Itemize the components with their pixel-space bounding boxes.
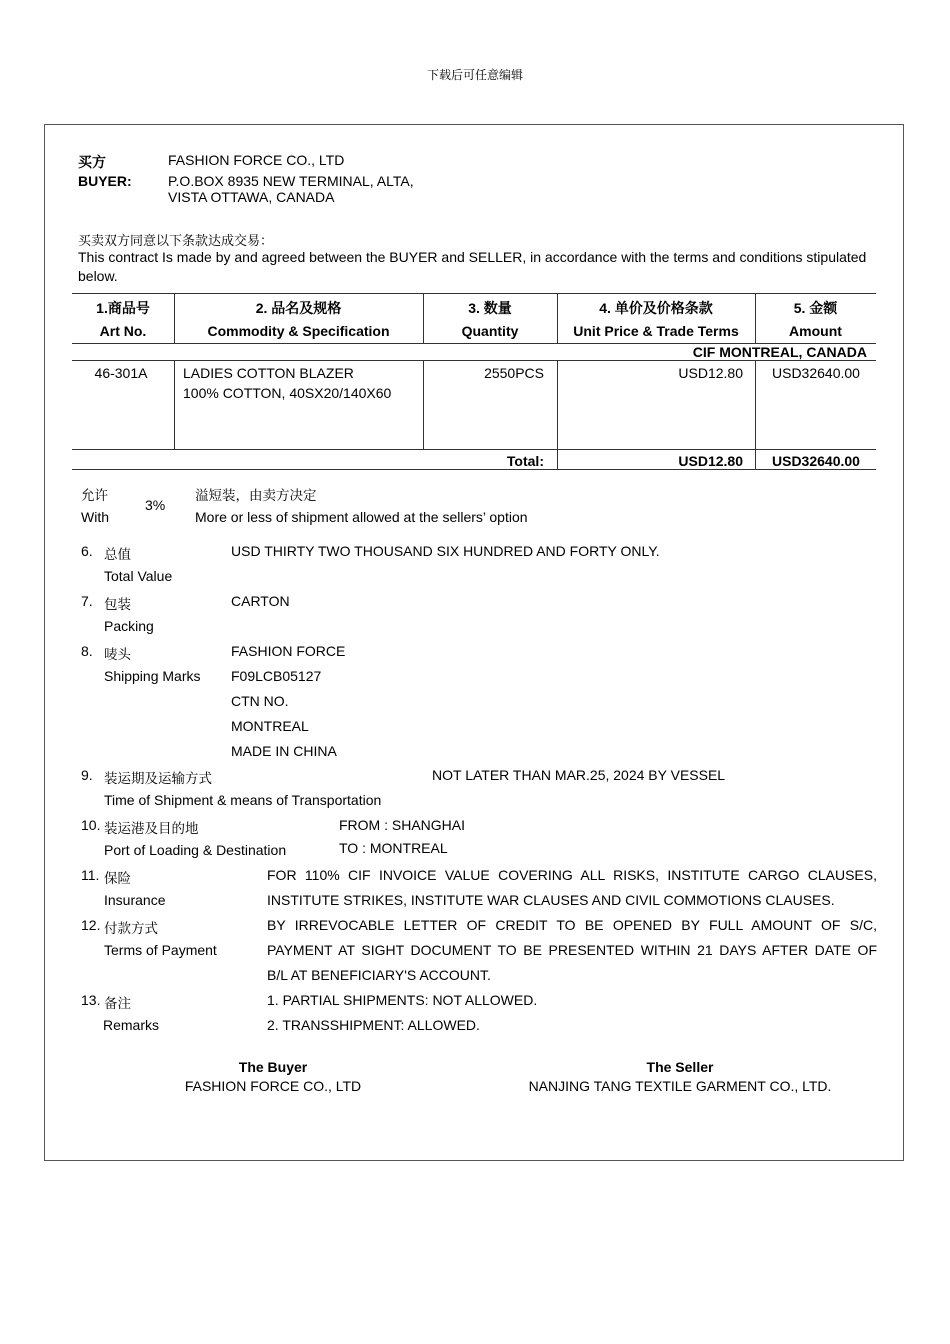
shipping-mark-line: MONTREAL <box>231 718 309 734</box>
shipping-mark-line: CTN NO. <box>231 693 289 709</box>
clause-9-en: Time of Shipment & means of Transportation <box>104 792 382 808</box>
buyer-name: FASHION FORCE CO., LTD <box>168 152 345 168</box>
intro-en-line2: below. <box>78 268 118 284</box>
clause-11-num: 11. <box>81 867 100 883</box>
payment-line1: BY IRREVOCABLE LETTER OF CREDIT TO BE OPENED BY FULL AMOUNT OF S/C, <box>267 917 877 933</box>
payment-line2: PAYMENT AT SIGHT DOCUMENT TO BE PRESENTED WITHIN 21 DAYS AFTER DATE OF <box>267 942 877 958</box>
seller-signature-name: NANJING TANG TEXTILE GARMENT CO., LTD. <box>528 1078 832 1094</box>
tolerance-label-cn: 允许 <box>81 488 108 504</box>
buyer-address-line2: VISTA OTTAWA, CANADA <box>168 189 335 205</box>
clause-6-cn: 总值 <box>104 547 131 563</box>
clause-11-cn: 保险 <box>104 871 131 887</box>
tolerance-desc-en: More or less of shipment allowed at the sellers’ option <box>195 509 528 525</box>
intro-en-line1: This contract Is made by and agreed between the BUYER and SELLER, in accordance with the terms and conditions stipulated <box>78 249 867 265</box>
header-note: 下载后可任意编辑 <box>426 68 523 82</box>
insurance-line2: INSTITUTE STRIKES, INSTITUTE WAR CLAUSES AND CIVIL COMMOTIONS CLAUSES. <box>267 892 835 908</box>
contract-table <box>72 293 876 470</box>
clause-8-cn: 唛头 <box>104 647 131 663</box>
clause-8-en: Shipping Marks <box>104 668 201 684</box>
payment-line3: B/L AT BENEFICIARY'S ACCOUNT. <box>267 967 491 983</box>
header-quantity-cn: 3. 数量 <box>468 300 512 316</box>
clause-13-num: 13. <box>81 992 101 1008</box>
intro-cn: 买卖双方同意以下条款达成交易： <box>78 234 274 249</box>
packing-value: CARTON <box>231 593 290 609</box>
clause-11-en: Insurance <box>104 892 166 908</box>
buyer-signature-name: FASHION FORCE CO., LTD <box>184 1078 362 1094</box>
tolerance-label-en: With <box>81 509 109 525</box>
clause-7-en: Packing <box>104 618 154 634</box>
row-commodity-line2: 100% COTTON, 40SX20/140X60 <box>183 385 392 401</box>
port-to: TO : MONTREAL <box>339 840 448 856</box>
clause-12-cn: 付款方式 <box>104 921 158 937</box>
total-unit-price: USD12.80 <box>678 453 743 469</box>
insurance-line1: FOR 110% CIF INVOICE VALUE COVERING ALL RISKS, INSTITUTE CARGO CLAUSES, <box>267 867 877 883</box>
col-divider <box>174 360 175 449</box>
row-commodity-line1: LADIES COTTON BLAZER <box>183 365 354 381</box>
tolerance-desc-cn: 溢短装，由卖方决定 <box>195 488 317 504</box>
clause-9-num: 9. <box>81 767 93 783</box>
shipment-value: NOT LATER THAN MAR.25, 2024 BY VESSEL <box>432 767 726 783</box>
port-from: FROM : SHANGHAI <box>339 817 466 833</box>
clause-10-en: Port of Loading & Destination <box>104 842 287 858</box>
shipping-mark-line: MADE IN CHINA <box>231 743 337 759</box>
header-art-no-en: Art No. <box>99 323 147 339</box>
clause-10-cn: 装运港及目的地 <box>104 821 199 837</box>
tolerance-percent: 3% <box>145 497 166 513</box>
clause-13-en: Remarks <box>103 1017 160 1033</box>
shipping-mark-line: F09LCB05127 <box>231 668 322 684</box>
buyer-label-en: BUYER: <box>78 173 132 189</box>
col-divider <box>755 360 756 469</box>
row-art-no: 46-301A <box>94 365 148 381</box>
header-unit-price-en: Unit Price & Trade Terms <box>573 323 739 339</box>
row-unit-price: USD12.80 <box>678 365 743 381</box>
clause-10-num: 10. <box>81 817 101 833</box>
total-label: Total: <box>506 453 544 469</box>
clause-12-num: 12. <box>81 917 101 933</box>
clause-6-num: 6. <box>81 543 93 559</box>
header-unit-price-cn: 4. 单价及价格条款 <box>599 300 713 316</box>
table-bottom-rule <box>72 469 876 470</box>
header-art-no-cn: 1.商品号 <box>96 300 150 316</box>
header-amount-en: Amount <box>789 323 842 339</box>
header-commodity-en: Commodity & Specification <box>207 323 390 339</box>
header-commodity-cn: 2. 品名及规格 <box>255 300 342 316</box>
header-amount-cn: 5. 金额 <box>793 300 838 316</box>
clause-6-en: Total Value <box>104 568 173 584</box>
clause-13-cn: 备注 <box>104 996 131 1012</box>
header-quantity-en: Quantity <box>461 323 519 339</box>
buyer-label-cn: 买方 <box>78 155 106 171</box>
clause-8-num: 8. <box>81 643 93 659</box>
row-quantity: 2550PCS <box>484 365 544 381</box>
clause-9-cn: 装运期及运输方式 <box>104 771 212 787</box>
total-amount: USD32640.00 <box>772 453 860 469</box>
clause-12-en: Terms of Payment <box>104 942 217 958</box>
clause-7-num: 7. <box>81 593 93 609</box>
clause-7-cn: 包装 <box>104 597 131 613</box>
seller-signature-title: The Seller <box>646 1059 714 1075</box>
total-value-words: USD THIRTY TWO THOUSAND SIX HUNDRED AND FORTY ONLY. <box>231 543 660 559</box>
trade-terms: CIF MONTREAL, CANADA <box>692 344 867 360</box>
buyer-signature-title: The Buyer <box>238 1059 308 1075</box>
buyer-address-line1: P.O.BOX 8935 NEW TERMINAL, ALTA, <box>168 173 414 189</box>
row-amount: USD32640.00 <box>772 365 860 381</box>
remarks-line1: 1. PARTIAL SHIPMENTS: NOT ALLOWED. <box>267 992 538 1008</box>
shipping-mark-line: FASHION FORCE <box>231 643 346 659</box>
remarks-line2: 2. TRANSSHIPMENT: ALLOWED. <box>267 1017 480 1033</box>
